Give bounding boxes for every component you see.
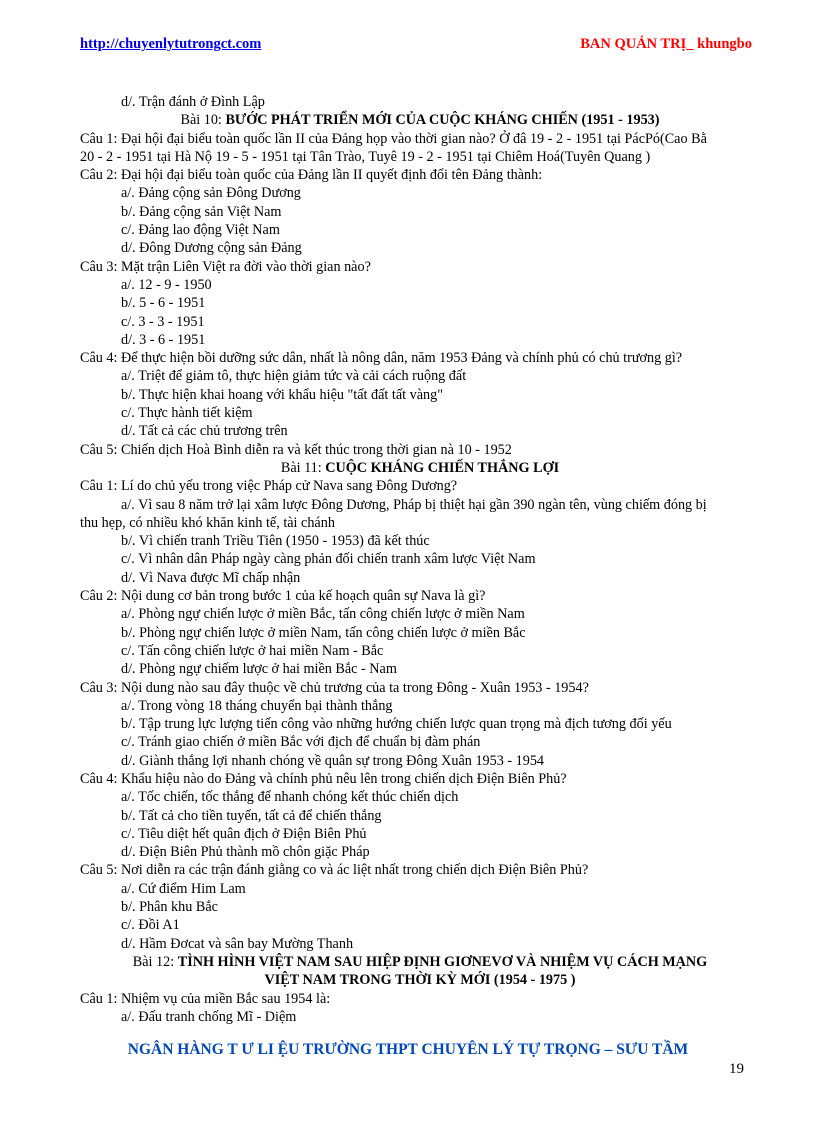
question-line: Câu 5: Nơi diễn ra các trận đánh giằng co và ác liệt nhất trong chiến dịch Điện Biên Phủ? xyxy=(80,862,589,879)
document-body xyxy=(80,93,760,1026)
answer-option: c/. Đồi A1 xyxy=(121,917,180,934)
answer-option: b/. Phòng ngự chiến lược ở miền Nam, tấn công chiến lược ở miền Bắc xyxy=(121,624,526,641)
answer-option: d/. Tất cả các chủ trương trên xyxy=(121,423,288,440)
answer-option: c/. Tránh giao chiến ở miền Bắc với địch để chuẩn bị đàm phán xyxy=(121,734,481,751)
answer-option: b/. Thực hiện khai hoang với khẩu hiệu "tất đất tất vàng" xyxy=(121,386,444,403)
answer-option: b/. 5 - 6 - 1951 xyxy=(121,295,206,312)
answer-option: d/. Hầm Đơcat và sân bay Mường Thanh xyxy=(121,935,354,952)
answer-option: d/. Giành thắng lợi nhanh chóng về quân sự trong Đông Xuân 1953 - 1954 xyxy=(121,752,545,769)
answer-option: a/. Phòng ngự chiến lược ở miền Bắc, tấn công chiến lược ở miền Nam xyxy=(121,606,525,623)
lesson-heading xyxy=(80,971,760,989)
header-admin-label: BAN QUẢN TRỊ_ khungbo xyxy=(580,36,752,52)
answer-option: a/. Triệt để giảm tô, thực hiện giảm tức và cải cách ruộng đất xyxy=(121,368,467,385)
lesson-heading xyxy=(80,111,760,129)
answer-option: a/. Đấu tranh chống Mĩ - Diệm xyxy=(121,1008,297,1025)
lesson-heading xyxy=(80,459,760,477)
answer-option: a/. Đảng cộng sản Đông Dương xyxy=(121,185,301,202)
lesson-number: Bài 11: xyxy=(280,459,326,476)
site-link[interactable]: http://chuyenlytutrongct.com xyxy=(80,36,262,52)
lesson-heading xyxy=(80,953,760,971)
answer-option: b/. Phân khu Bắc xyxy=(121,899,218,916)
lesson-title: CUỘC KHÁNG CHIẾN THẮNG LỢI xyxy=(325,459,560,476)
answer-option: c/. 3 - 3 - 1951 xyxy=(121,313,205,330)
question-line: Câu 1: Đại hội đại biểu toàn quốc lần II của Đảng họp vào thời gian nào? Ở đâ 19 - 2 - 1951 tại PácPó(Cao Bằ xyxy=(80,130,707,147)
question-line: Câu 3: Mặt trận Liên Việt ra đời vào thời gian nào? xyxy=(80,258,371,275)
lesson-number: Bài 12: xyxy=(132,953,178,970)
text-continuation: 20 - 2 - 1951 tại Hà Nộ 19 - 5 - 1951 tại Tân Trào, Tuyê 19 - 2 - 1951 tại Chiêm Hoá(Tuyên Quang ) xyxy=(80,148,651,165)
answer-option: b/. Vì chiến tranh Triều Tiên (1950 - 1953) đã kết thúc xyxy=(121,533,430,550)
answer-option: a/. Cứ điểm Him Lam xyxy=(121,880,246,897)
question-line: Câu 5: Chiến dịch Hoà Bình diễn ra và kết thúc trong thời gian nà 10 - 1952 xyxy=(80,441,512,458)
answer-option: a/. 12 - 9 - 1950 xyxy=(121,276,212,293)
answer-option: a/. Vì sau 8 năm trở lại xâm lược Đông Dương, Pháp bị thiệt hại gần 390 ngàn tên, vùng chiếm đóng bị xyxy=(121,496,707,513)
question-line: Câu 2: Nội dung cơ bản trong bước 1 của kế hoạch quân sự Nava là gì? xyxy=(80,588,486,605)
answer-option: c/. Vì nhân dân Pháp ngày càng phản đối chiến tranh xâm lược Việt Nam xyxy=(121,551,536,568)
answer-option: d/. Phòng ngự chiếm lược ở hai miền Bắc - Nam xyxy=(121,661,397,678)
answer-option: b/. Đảng cộng sản Việt Nam xyxy=(121,203,282,220)
answer-option: d/. Đông Dương cộng sản Đảng xyxy=(121,240,302,257)
answer-option: d/. Vì Nava được Mĩ chấp nhận xyxy=(121,569,301,586)
question-line: Câu 4: Để thực hiện bồi dưỡng sức dân, nhất là nông dân, năm 1953 Đảng và chính phủ có chủ trương gì? xyxy=(80,350,683,367)
question-line: Câu 3: Nội dung nào sau đây thuộc về chủ trương của ta trong Đông - Xuân 1953 - 1954? xyxy=(80,679,589,696)
lesson-title: VIỆT NAM TRONG THỜI KỲ MỚI (1954 - 1975 ) xyxy=(264,972,576,989)
answer-option: d/. Điện Biên Phủ thành mồ chôn giặc Pháp xyxy=(121,844,370,861)
answer-option: b/. Tập trung lực lượng tiến công vào những hướng chiến lược quan trọng mà địch tương đối yếu xyxy=(121,716,672,733)
question-line: Câu 1: Lí do chủ yếu trong việc Pháp cử Nava sang Đông Dương? xyxy=(80,478,458,495)
question-line: Câu 4: Khẩu hiệu nào do Đảng và chính phủ nêu lên trong chiến dịch Điện Biên Phủ? xyxy=(80,770,567,787)
answer-option: a/. Trong vòng 18 tháng chuyển bại thành thắng xyxy=(121,697,393,714)
lesson-title: BƯỚC PHÁT TRIỂN MỚI CỦA CUỘC KHÁNG CHIẾN (1951 - 1953) xyxy=(225,112,660,129)
answer-option: c/. Thực hành tiết kiệm xyxy=(121,405,253,422)
answer-option: c/. Tấn công chiến lược ở hai miền Nam - Bắc xyxy=(121,642,384,659)
question-line: Câu 2: Đại hội đại biểu toàn quốc của Đảng lần II quyết định đổi tên Đảng thành: xyxy=(80,167,543,184)
answer-option: a/. Tốc chiến, tốc thắng để nhanh chóng kết thúc chiến dịch xyxy=(121,789,459,806)
lesson-title: TÌNH HÌNH VIỆT NAM SAU HIỆP ĐỊNH GIƠNEVƠ VÀ NHIỆM VỤ CÁCH MẠNG xyxy=(177,953,708,970)
text-continuation: thu hẹp, có nhiều khó khăn kinh tế, tài chánh xyxy=(80,514,335,531)
answer-option: c/. Đảng lao động Việt Nam xyxy=(121,222,280,239)
page-footer: NGÂN HÀNG T Ư LI ỆU TRƯỜNG THPT CHUYÊN LÝ TỰ TRỌNG – SƯU TẦM xyxy=(127,1041,689,1058)
answer-option: d/. Trận đánh ở Đình Lập xyxy=(121,94,265,110)
answer-option: d/. 3 - 6 - 1951 xyxy=(121,331,206,348)
page-number: 19 xyxy=(729,1061,744,1077)
question-line: Câu 1: Nhiệm vụ của miền Bắc sau 1954 là: xyxy=(80,990,331,1007)
page-header xyxy=(80,36,752,56)
answer-option: c/. Tiêu diệt hết quân địch ở Điện Biên Phủ xyxy=(121,825,367,842)
lesson-number: Bài 10: xyxy=(180,112,226,129)
answer-option: b/. Tất cả cho tiền tuyến, tất cả để chiến thắng xyxy=(121,807,382,824)
